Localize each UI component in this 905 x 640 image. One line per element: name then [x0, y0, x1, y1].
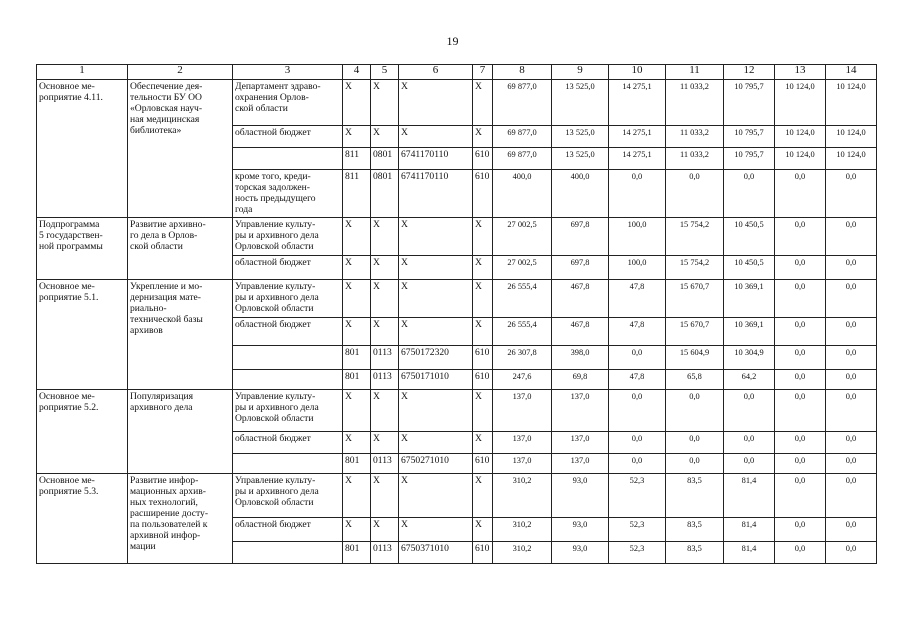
table-row — [37, 390, 877, 432]
amount-cell: 27 002,5 — [493, 256, 552, 280]
amount-cell: 0,0 — [775, 474, 826, 518]
amount-cell: 15 670,7 — [666, 280, 724, 318]
amount-cell: 0,0 — [724, 432, 775, 454]
amount-cell: 0,0 — [826, 256, 877, 280]
budget-code-cell: X — [343, 390, 371, 432]
amount-cell: 83,5 — [666, 518, 724, 542]
amount-cell: 0,0 — [666, 454, 724, 474]
amount-cell: 137,0 — [493, 390, 552, 432]
budget-code-cell: 6750271010 — [399, 454, 473, 474]
amount-cell: 697,8 — [552, 218, 609, 256]
program-title-cell: Обеспечение дея- тельности БУ ОО «Орловская науч- ная медицинская библиотека» — [128, 80, 233, 218]
amount-cell: 26 555,4 — [493, 318, 552, 346]
budget-code-cell: X — [343, 280, 371, 318]
amount-cell: 398,0 — [552, 346, 609, 370]
amount-cell: 0,0 — [775, 390, 826, 432]
amount-cell: 10 304,9 — [724, 346, 775, 370]
budget-code-cell: X — [343, 256, 371, 280]
amount-cell: 10 124,0 — [826, 80, 877, 126]
amount-cell: 13 525,0 — [552, 126, 609, 148]
budget-code-cell: X — [371, 318, 399, 346]
amount-cell: 137,0 — [552, 454, 609, 474]
amount-cell: 0,0 — [775, 518, 826, 542]
amount-cell: 467,8 — [552, 318, 609, 346]
amount-cell: 10 450,5 — [724, 218, 775, 256]
budget-code-cell: X — [371, 518, 399, 542]
amount-cell: 52,3 — [609, 542, 666, 564]
executor-cell — [233, 346, 343, 370]
amount-cell: 11 033,2 — [666, 126, 724, 148]
amount-cell: 0,0 — [775, 432, 826, 454]
budget-code-cell: 801 — [343, 346, 371, 370]
program-name-cell: Основное ме- роприятие 5.3. — [37, 474, 128, 564]
column-number-7: 7 — [473, 65, 493, 80]
budget-code-cell: 6741170110 — [399, 170, 473, 218]
amount-cell: 93,0 — [552, 542, 609, 564]
amount-cell: 10 369,1 — [724, 318, 775, 346]
amount-cell: 100,0 — [609, 256, 666, 280]
amount-cell: 137,0 — [552, 432, 609, 454]
budget-code-cell: X — [473, 80, 493, 126]
executor-cell: Управление культу- ры и архивного дела Орловской области — [233, 390, 343, 432]
amount-cell: 0,0 — [609, 170, 666, 218]
budget-code-cell: 610 — [473, 170, 493, 218]
amount-cell: 100,0 — [609, 218, 666, 256]
executor-cell — [233, 148, 343, 170]
amount-cell: 69 877,0 — [493, 126, 552, 148]
budget-code-cell: X — [343, 518, 371, 542]
table-row — [37, 80, 877, 126]
budget-code-cell: X — [371, 80, 399, 126]
budget-code-cell: 6750171010 — [399, 370, 473, 390]
amount-cell: 0,0 — [775, 256, 826, 280]
program-title-cell: Развитие архивно- го дела в Орлов- ской области — [128, 218, 233, 280]
budget-code-cell: X — [473, 432, 493, 454]
amount-cell: 10 369,1 — [724, 280, 775, 318]
amount-cell: 697,8 — [552, 256, 609, 280]
amount-cell: 0,0 — [826, 318, 877, 346]
amount-cell: 83,5 — [666, 474, 724, 518]
executor-cell — [233, 542, 343, 564]
amount-cell: 10 124,0 — [775, 126, 826, 148]
amount-cell: 310,2 — [493, 518, 552, 542]
amount-cell: 0,0 — [826, 542, 877, 564]
page-number: 19 — [446, 34, 459, 48]
budget-code-cell: 0113 — [371, 542, 399, 564]
table-row — [37, 218, 877, 256]
amount-cell: 14 275,1 — [609, 148, 666, 170]
budget-code-cell: 6741170110 — [399, 148, 473, 170]
amount-cell: 400,0 — [493, 170, 552, 218]
amount-cell: 15 754,2 — [666, 256, 724, 280]
amount-cell: 13 525,0 — [552, 148, 609, 170]
budget-code-cell: X — [343, 80, 371, 126]
column-number-8: 8 — [493, 65, 552, 80]
budget-code-cell: 610 — [473, 148, 493, 170]
budget-code-cell: X — [399, 80, 473, 126]
budget-code-cell: 801 — [343, 370, 371, 390]
amount-cell: 0,0 — [666, 390, 724, 432]
amount-cell: 15 604,9 — [666, 346, 724, 370]
budget-code-cell: X — [399, 432, 473, 454]
amount-cell: 247,6 — [493, 370, 552, 390]
budget-code-cell: X — [399, 518, 473, 542]
budget-code-cell: 0113 — [371, 346, 399, 370]
amount-cell: 26 555,4 — [493, 280, 552, 318]
amount-cell: 467,8 — [552, 280, 609, 318]
table-body — [37, 80, 877, 564]
budget-code-cell: 610 — [473, 454, 493, 474]
amount-cell: 13 525,0 — [552, 80, 609, 126]
executor-cell: областной бюджет — [233, 432, 343, 454]
amount-cell: 137,0 — [552, 390, 609, 432]
amount-cell: 0,0 — [775, 346, 826, 370]
amount-cell: 10 795,7 — [724, 126, 775, 148]
budget-code-cell: X — [399, 218, 473, 256]
amount-cell: 310,2 — [493, 542, 552, 564]
amount-cell: 69,8 — [552, 370, 609, 390]
program-title-cell: Развитие инфор- мационных архив- ных технологий, расширение досту- па пользователей к архивной инфор- мации — [128, 474, 233, 564]
column-number-4: 4 — [343, 65, 371, 80]
budget-code-cell: 610 — [473, 346, 493, 370]
program-title-cell: Укрепление и мо- дернизация мате- риально- технической базы архивов — [128, 280, 233, 390]
budget-code-cell: X — [343, 432, 371, 454]
amount-cell: 81,4 — [724, 474, 775, 518]
amount-cell: 137,0 — [493, 432, 552, 454]
budget-code-cell: 6750172320 — [399, 346, 473, 370]
amount-cell: 47,8 — [609, 280, 666, 318]
amount-cell: 93,0 — [552, 474, 609, 518]
amount-cell: 0,0 — [724, 390, 775, 432]
amount-cell: 10 795,7 — [724, 148, 775, 170]
amount-cell: 0,0 — [724, 454, 775, 474]
amount-cell: 10 124,0 — [775, 148, 826, 170]
program-name-cell: Основное ме- роприятие 4.11. — [37, 80, 128, 218]
amount-cell: 83,5 — [666, 542, 724, 564]
amount-cell: 0,0 — [826, 280, 877, 318]
amount-cell: 52,3 — [609, 518, 666, 542]
amount-cell: 26 307,8 — [493, 346, 552, 370]
budget-table — [36, 64, 877, 564]
amount-cell: 0,0 — [609, 432, 666, 454]
amount-cell: 69 877,0 — [493, 148, 552, 170]
amount-cell: 10 795,7 — [724, 80, 775, 126]
executor-cell: Управление культу- ры и архивного дела Орловской области — [233, 280, 343, 318]
executor-cell: областной бюджет — [233, 518, 343, 542]
budget-code-cell: 811 — [343, 170, 371, 218]
amount-cell: 0,0 — [826, 390, 877, 432]
amount-cell: 10 450,5 — [724, 256, 775, 280]
amount-cell: 10 124,0 — [775, 80, 826, 126]
budget-code-cell: X — [473, 280, 493, 318]
budget-code-cell: X — [343, 126, 371, 148]
budget-code-cell: X — [343, 318, 371, 346]
budget-code-cell: X — [399, 256, 473, 280]
budget-code-cell: X — [371, 432, 399, 454]
executor-cell: Управление культу- ры и архивного дела Орловской области — [233, 474, 343, 518]
budget-code-cell: X — [399, 390, 473, 432]
executor-cell: областной бюджет — [233, 256, 343, 280]
amount-cell: 10 124,0 — [826, 148, 877, 170]
amount-cell: 0,0 — [775, 370, 826, 390]
column-number-2: 2 — [128, 65, 233, 80]
budget-code-cell: 0801 — [371, 148, 399, 170]
budget-code-cell: 0801 — [371, 170, 399, 218]
table-row — [37, 280, 877, 318]
budget-code-cell: 610 — [473, 542, 493, 564]
amount-cell: 0,0 — [775, 454, 826, 474]
amount-cell: 69 877,0 — [493, 80, 552, 126]
amount-cell: 52,3 — [609, 474, 666, 518]
budget-code-cell: X — [371, 218, 399, 256]
column-number-14: 14 — [826, 65, 877, 80]
amount-cell: 47,8 — [609, 370, 666, 390]
column-number-12: 12 — [724, 65, 775, 80]
budget-code-cell: X — [343, 218, 371, 256]
amount-cell: 0,0 — [775, 280, 826, 318]
amount-cell: 0,0 — [775, 318, 826, 346]
budget-code-cell: X — [473, 126, 493, 148]
amount-cell: 0,0 — [826, 170, 877, 218]
amount-cell: 0,0 — [609, 390, 666, 432]
executor-cell: Управление культу- ры и архивного дела Орловской области — [233, 218, 343, 256]
amount-cell: 14 275,1 — [609, 126, 666, 148]
amount-cell: 27 002,5 — [493, 218, 552, 256]
budget-code-cell: X — [473, 390, 493, 432]
amount-cell: 14 275,1 — [609, 80, 666, 126]
amount-cell: 0,0 — [775, 542, 826, 564]
amount-cell: 0,0 — [609, 346, 666, 370]
budget-code-cell: X — [343, 474, 371, 518]
amount-cell: 64,2 — [724, 370, 775, 390]
budget-code-cell: 801 — [343, 454, 371, 474]
amount-cell: 0,0 — [826, 454, 877, 474]
executor-cell: Департамент здраво- охранения Орлов- ской области — [233, 80, 343, 126]
budget-code-cell: 0113 — [371, 370, 399, 390]
amount-cell: 310,2 — [493, 474, 552, 518]
column-number-3: 3 — [233, 65, 343, 80]
column-number-13: 13 — [775, 65, 826, 80]
budget-code-cell: 6750371010 — [399, 542, 473, 564]
program-name-cell: Основное ме- роприятие 5.2. — [37, 390, 128, 474]
budget-code-cell: X — [473, 518, 493, 542]
budget-code-cell: X — [473, 318, 493, 346]
executor-cell — [233, 454, 343, 474]
column-number-11: 11 — [666, 65, 724, 80]
amount-cell: 0,0 — [609, 454, 666, 474]
amount-cell: 0,0 — [826, 218, 877, 256]
amount-cell: 65,8 — [666, 370, 724, 390]
column-number-row — [37, 65, 877, 80]
program-name-cell: Основное ме- роприятие 5.1. — [37, 280, 128, 390]
budget-code-cell: X — [399, 280, 473, 318]
table-row — [37, 474, 877, 518]
program-title-cell: Популяризация архивного дела — [128, 390, 233, 474]
amount-cell: 11 033,2 — [666, 148, 724, 170]
amount-cell: 0,0 — [666, 432, 724, 454]
budget-code-cell: X — [473, 474, 493, 518]
budget-code-cell: X — [473, 256, 493, 280]
executor-cell — [233, 370, 343, 390]
amount-cell: 15 754,2 — [666, 218, 724, 256]
amount-cell: 0,0 — [826, 370, 877, 390]
budget-code-cell: X — [399, 318, 473, 346]
amount-cell: 10 124,0 — [826, 126, 877, 148]
amount-cell: 400,0 — [552, 170, 609, 218]
amount-cell: 0,0 — [775, 218, 826, 256]
budget-code-cell: X — [371, 390, 399, 432]
budget-code-cell: X — [371, 126, 399, 148]
column-number-1: 1 — [37, 65, 128, 80]
budget-code-cell: 801 — [343, 542, 371, 564]
executor-cell: областной бюджет — [233, 126, 343, 148]
column-number-9: 9 — [552, 65, 609, 80]
amount-cell: 47,8 — [609, 318, 666, 346]
amount-cell: 93,0 — [552, 518, 609, 542]
budget-code-cell: X — [371, 280, 399, 318]
amount-cell: 11 033,2 — [666, 80, 724, 126]
executor-cell: кроме того, креди- торская задолжен- ность предыдущего года — [233, 170, 343, 218]
budget-code-cell: X — [399, 126, 473, 148]
column-number-6: 6 — [399, 65, 473, 80]
amount-cell: 81,4 — [724, 518, 775, 542]
column-number-5: 5 — [371, 65, 399, 80]
amount-cell: 0,0 — [775, 170, 826, 218]
amount-cell: 0,0 — [826, 474, 877, 518]
amount-cell: 137,0 — [493, 454, 552, 474]
amount-cell: 15 670,7 — [666, 318, 724, 346]
amount-cell: 0,0 — [826, 432, 877, 454]
budget-code-cell: 811 — [343, 148, 371, 170]
budget-code-cell: X — [399, 474, 473, 518]
amount-cell: 0,0 — [666, 170, 724, 218]
budget-code-cell: X — [371, 256, 399, 280]
amount-cell: 0,0 — [724, 170, 775, 218]
budget-code-cell: 0113 — [371, 454, 399, 474]
budget-code-cell: X — [473, 218, 493, 256]
column-number-10: 10 — [609, 65, 666, 80]
amount-cell: 0,0 — [826, 518, 877, 542]
budget-code-cell: X — [371, 474, 399, 518]
amount-cell: 81,4 — [724, 542, 775, 564]
program-name-cell: Подпрограмма 5 государствен- ной программы — [37, 218, 128, 280]
amount-cell: 0,0 — [826, 346, 877, 370]
executor-cell: областной бюджет — [233, 318, 343, 346]
budget-code-cell: 610 — [473, 370, 493, 390]
